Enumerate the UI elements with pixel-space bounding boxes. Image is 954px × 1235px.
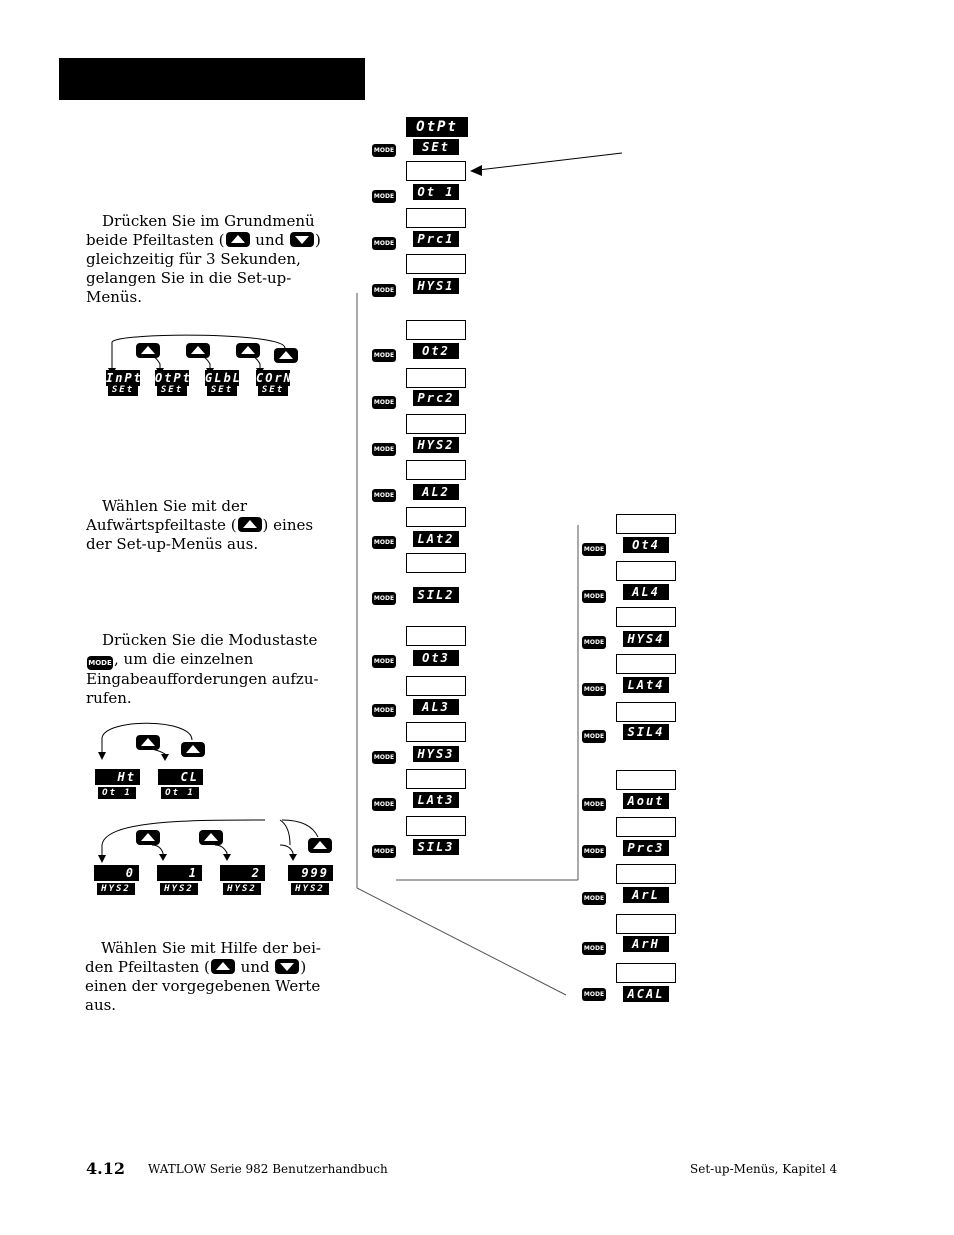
display-hys2: HYS2 xyxy=(291,883,329,895)
mode-key-icon: MODE xyxy=(582,590,606,603)
prompt-display: ACAL xyxy=(623,986,669,1002)
prompt-value-box xyxy=(616,963,676,983)
prompt-value-box xyxy=(406,320,466,340)
prompt-display: SIL3 xyxy=(413,839,459,855)
display-set: SEt xyxy=(258,385,288,396)
mode-key-icon: MODE xyxy=(582,683,606,696)
display-hys2: HYS2 xyxy=(223,883,261,895)
mode-key-icon: MODE xyxy=(372,284,396,297)
prompt-value-box xyxy=(616,561,676,581)
mode-key-icon: MODE xyxy=(582,845,606,858)
display-ot1: Ot 1 xyxy=(161,787,199,799)
mode-key-icon: MODE xyxy=(372,443,396,456)
mode-key-icon: MODE xyxy=(372,704,396,717)
mode-key-icon: MODE xyxy=(372,536,396,549)
display-otpt: OtPt xyxy=(155,371,192,385)
prompt-display: ArL xyxy=(623,887,669,903)
prompt-value-box xyxy=(616,914,676,934)
prompt-display: LAt2 xyxy=(413,531,459,547)
display-inpt: InPt xyxy=(106,371,143,385)
mode-key-icon: MODE xyxy=(372,349,396,362)
mode-key-icon: MODE xyxy=(582,942,606,955)
prompt-display: ArH xyxy=(623,936,669,952)
instruction-select-menu: Wählen Sie mit der Aufwärtspfeiltaste ( ) eines der Set-up-Menüs aus. xyxy=(86,497,314,553)
prompt-value-box xyxy=(406,722,466,742)
instruction-enter-setup: Drücken Sie im Grundmenü beide Pfeiltasten ( und ) gleichzeitig für 3 Sekunden, gelangen Sie in die Set-up-Menüs. xyxy=(86,212,321,306)
display-otpt-header: OtPt xyxy=(406,117,468,137)
mode-key-icon: MODE xyxy=(372,396,396,409)
prompt-value-box xyxy=(616,607,676,627)
prompt-value-box xyxy=(406,368,466,388)
mode-key-icon: MODE xyxy=(582,636,606,649)
display-ht: Ht xyxy=(95,769,140,785)
prompt-display: Aout xyxy=(623,793,669,809)
prompt-value-box xyxy=(616,864,676,884)
mode-key-icon: MODE xyxy=(582,798,606,811)
prompt-value-box xyxy=(406,769,466,789)
prompt-display: Prc1 xyxy=(413,231,459,247)
prompt-value-box xyxy=(406,460,466,480)
display-cl: CL xyxy=(158,769,203,785)
prompt-display: HYS1 xyxy=(413,278,459,294)
mode-key-icon: MODE xyxy=(372,237,396,250)
page-number: 4.12 xyxy=(86,1159,125,1178)
prompt-value-box xyxy=(406,414,466,434)
display-set: SEt xyxy=(108,385,138,396)
mode-key-icon: MODE xyxy=(372,751,396,764)
mode-key-icon: MODE xyxy=(372,592,396,605)
prompt-display: AL3 xyxy=(413,699,459,715)
mode-key-icon: MODE xyxy=(87,656,113,670)
display-glbl: GLbL xyxy=(205,371,242,385)
prompt-display: HYS2 xyxy=(413,437,459,453)
prompt-display: SIL4 xyxy=(623,724,669,740)
display-ot1: Ot 1 xyxy=(98,787,136,799)
mode-key-icon: MODE xyxy=(372,798,396,811)
prompt-display: Ot 1 xyxy=(413,184,459,200)
footer-manual-title: WATLOW Serie 982 Benutzerhandbuch xyxy=(148,1162,388,1176)
prompt-display: HYS4 xyxy=(623,631,669,647)
prompt-display: Ot2 xyxy=(413,343,459,359)
prompt-value-box xyxy=(616,514,676,534)
prompt-value-box xyxy=(406,626,466,646)
prompt-value-box xyxy=(406,208,466,228)
display-value-999: 999 xyxy=(288,865,333,881)
prompt-display: LAt4 xyxy=(623,677,669,693)
mode-key-icon: MODE xyxy=(582,543,606,556)
prompt-value-box xyxy=(406,161,466,181)
display-hys2: HYS2 xyxy=(97,883,135,895)
prompt-display: Prc3 xyxy=(623,840,669,856)
display-value-0: 0 xyxy=(94,865,139,881)
mode-key-icon: MODE xyxy=(372,655,396,668)
prompt-display: Ot3 xyxy=(413,650,459,666)
prompt-value-box xyxy=(616,654,676,674)
mode-key-icon: MODE xyxy=(582,988,606,1001)
display-value-1: 1 xyxy=(157,865,202,881)
prompt-display: HYS3 xyxy=(413,746,459,762)
prompt-display: LAt3 xyxy=(413,792,459,808)
prompt-display: AL2 xyxy=(413,484,459,500)
display-hys2: HYS2 xyxy=(160,883,198,895)
mode-key-icon: MODE xyxy=(372,489,396,502)
display-corn: COrN xyxy=(256,371,293,385)
prompt-value-box xyxy=(406,254,466,274)
display-set: SEt xyxy=(157,385,187,396)
display-value-2: 2 xyxy=(220,865,265,881)
prompt-display: Ot4 xyxy=(623,537,669,553)
mode-key-icon: MODE xyxy=(582,730,606,743)
instruction-select-value: Wählen Sie mit Hilfe der bei-den Pfeiltasten ( und ) einen der vorgegebenen Werte aus. xyxy=(85,939,321,1014)
mode-key-icon: MODE xyxy=(582,892,606,905)
prompt-display: SIL2 xyxy=(413,587,459,603)
display-set-header: SEt xyxy=(413,139,459,155)
prompt-value-box xyxy=(406,676,466,696)
instruction-mode-key: Drücken Sie die Modustaste MODE , um die einzelnen Eingabeaufforderungen aufzu-rufen. xyxy=(86,631,319,707)
mode-key-icon: MODE xyxy=(372,190,396,203)
prompt-value-box xyxy=(616,817,676,837)
prompt-display: AL4 xyxy=(623,584,669,600)
prompt-value-box xyxy=(616,770,676,790)
prompt-value-box xyxy=(406,553,466,573)
footer-chapter: Set-up-Menüs, Kapitel 4 xyxy=(690,1162,838,1176)
prompt-value-box xyxy=(406,816,466,836)
prompt-value-box xyxy=(406,507,466,527)
mode-key-icon: MODE xyxy=(372,845,396,858)
prompt-display: Prc2 xyxy=(413,390,459,406)
mode-key-icon: MODE xyxy=(372,144,396,157)
prompt-value-box xyxy=(616,702,676,722)
display-set: SEt xyxy=(207,385,237,396)
